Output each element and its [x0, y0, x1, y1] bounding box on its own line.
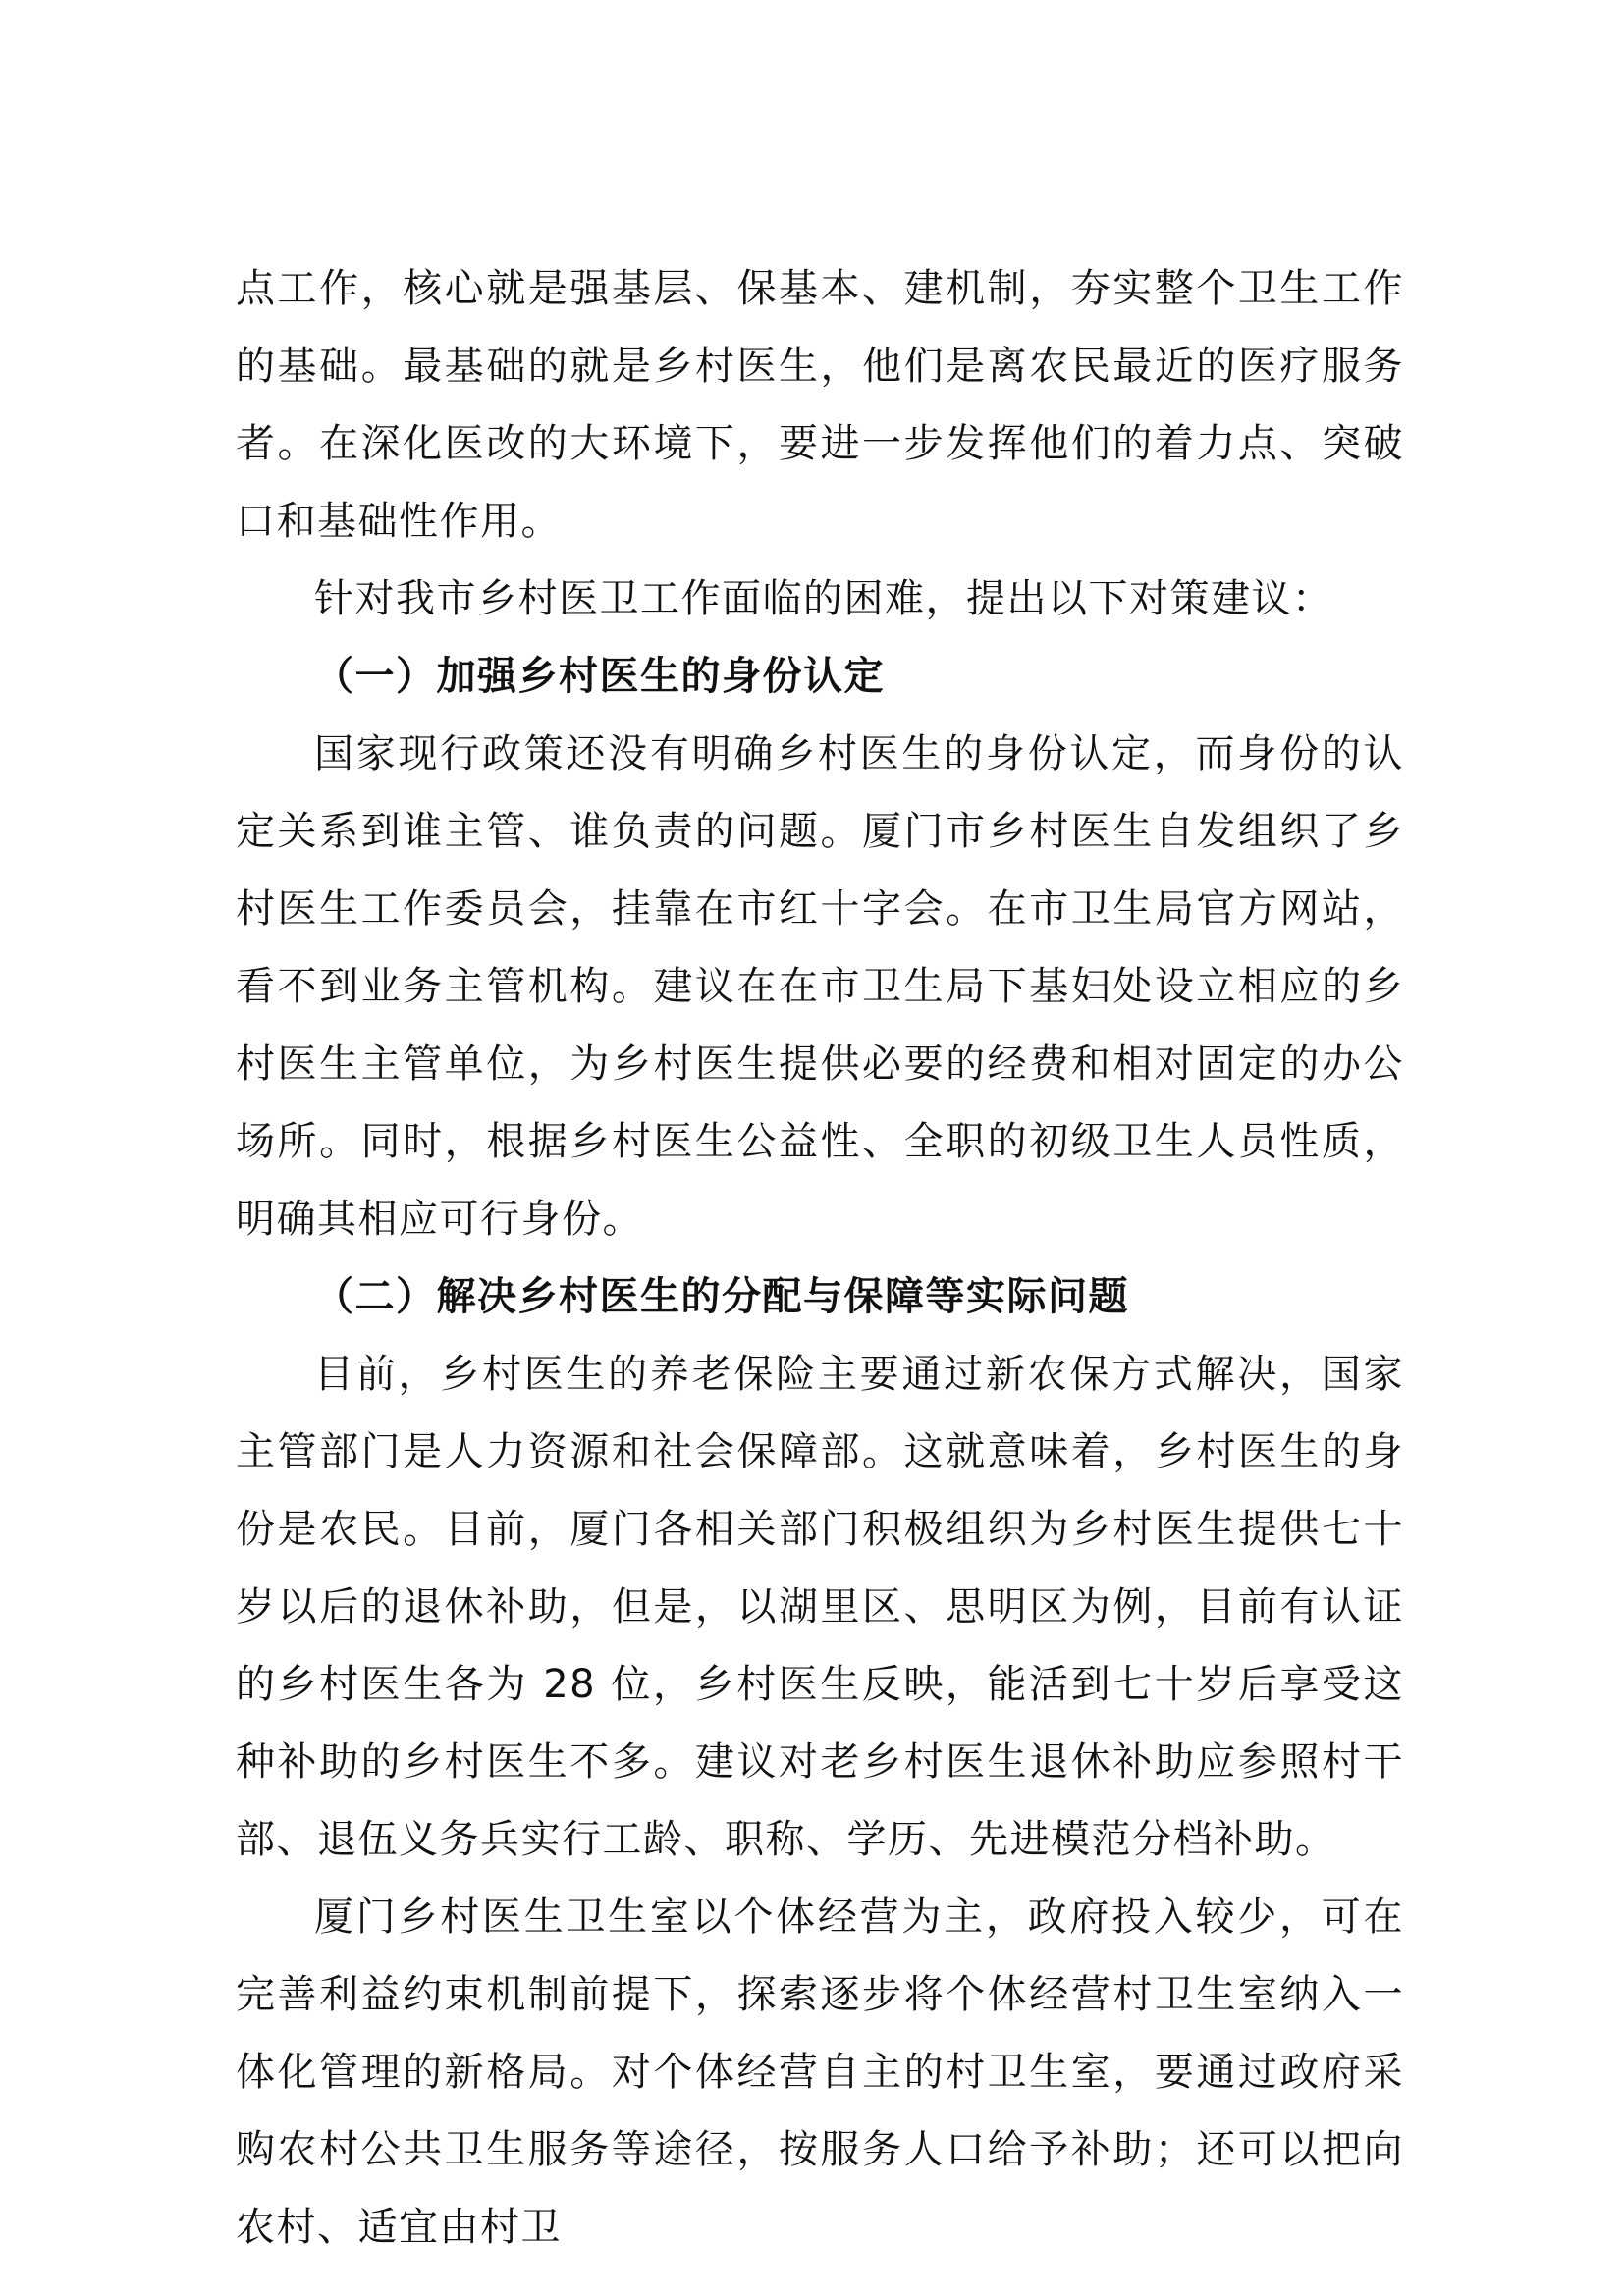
- section-heading-1: （一）加强乡村医生的身份认定: [314, 654, 885, 699]
- paragraph-pension: 目前，乡村医生的养老保险主要通过新农保方式解决，国家主管部门是人力资源和社会保障部。这就意味着，乡村医生的身份是农民。目前，厦门各相关部门积极组织为乡村医生提供七十岁以后的退休补助，但是，以湖里区、思明区为例，目前有认证的乡村医生各为 28 位，乡村医生反映，能活到七十岁后享受这种补助的乡村医生不多。建议对老乡村医生退休补助应参照村干部、退伍义务兵实行工龄、职称、学历、先进模范分档补助。: [236, 1352, 1404, 1862]
- paragraph-clinic-management: 厦门乡村医生卫生室以个体经营为主，政府投入较少，可在完善利益约束机制前提下，探索逐步将个体经营村卫生室纳入一体化管理的新格局。对个体经营自主的村卫生室，要通过政府采购农村公共卫生服务等途径，按服务人口给予补助；还可以把向农村、适宜由村卫: [236, 1895, 1404, 2250]
- paragraph-continuation: 点工作，核心就是强基层、保基本、建机制，夯实整个卫生工作的基础。最基础的就是乡村医生，他们是离农民最近的医疗服务者。在深化医改的大环境下，要进一步发挥他们的着力点、突破口和基础性作用。: [236, 266, 1404, 544]
- document-body: [236, 250, 1404, 2267]
- section-heading-2: （二）解决乡村医生的分配与保障等实际问题: [314, 1274, 1129, 1319]
- paragraph-identity: 国家现行政策还没有明确乡村医生的身份认定，而身份的认定关系到谁主管、谁负责的问题。厦门市乡村医生自发组织了乡村医生工作委员会，挂靠在市红十字会。在市卫生局官方网站，看不到业务主管机构。建议在在市卫生局下基妇处设立相应的乡村医生主管单位，为乡村医生提供必要的经费和相对固定的办公场所。同时，根据乡村医生公益性、全职的初级卫生人员性质，明确其相应可行身份。: [236, 731, 1404, 1242]
- paragraph-intro-suggestions: 针对我市乡村医卫工作面临的困难，提出以下对策建议：: [314, 576, 1333, 621]
